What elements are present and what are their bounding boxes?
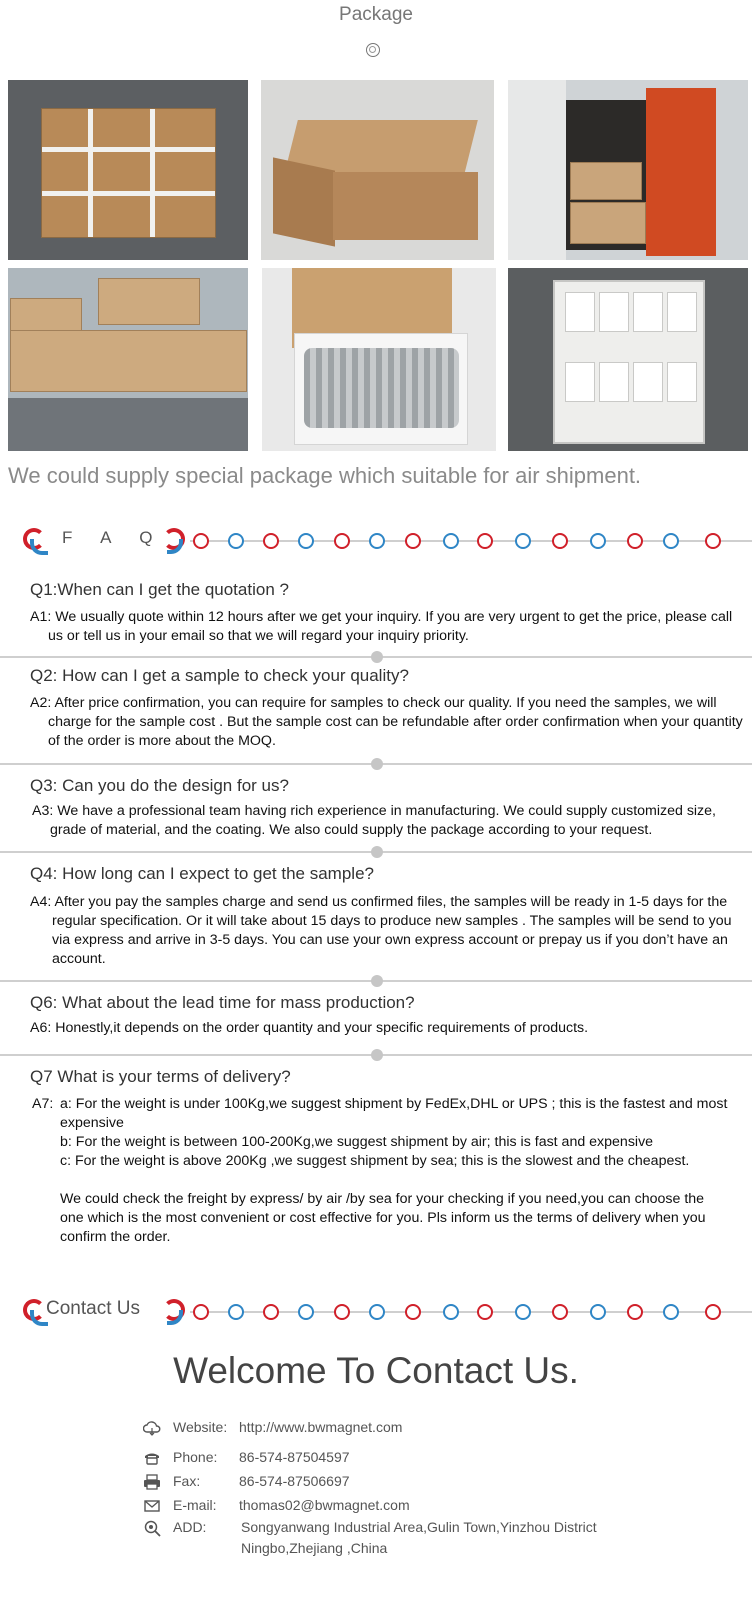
connector-dot-icon — [705, 1304, 721, 1320]
connector-dot-icon — [405, 533, 421, 549]
connector-dot-icon — [263, 1304, 279, 1320]
connector-dot-icon — [193, 533, 209, 549]
faq-answer-4: A4: After you pay the samples charge and send us confirmed files, the samples will be ready in 1-5 days for the regular specification. Or it will take about 15 days to produce new samples . The samples will be send to you via express and arrive in 3-5 days. You can use your own express account or prepay us if you don’t have an account. — [30, 894, 732, 967]
faq-title: F A Q — [62, 528, 165, 547]
contact-left-bracket-icon — [23, 1299, 45, 1321]
connector-dot-icon — [590, 533, 606, 549]
address-line-2: Ningbo,Zhejiang ,China — [241, 1540, 388, 1556]
pallets-on-truck-photo — [8, 268, 248, 451]
faq-answer-2: A2: After price confirmation, you can require for samples to check our quality. If you need the samples, we will charge for the sample cost . But the sample cost can be refundable after order confirmation when your quantity of the order is more about the MOQ. — [30, 695, 743, 749]
connector-dot-icon — [443, 533, 459, 549]
connector-dot-icon — [334, 1304, 350, 1320]
welcome-heading: Welcome To Contact Us. — [173, 1350, 579, 1391]
connector-dot-icon — [627, 533, 643, 549]
email-link[interactable]: thomas02@bwmagnet.com — [239, 1497, 410, 1513]
phone-label: Phone: — [173, 1449, 218, 1465]
answer-7-line-b: b: For the weight is between 100-200Kg,we suggest shipment by air; this is fast and expensive — [60, 1134, 654, 1150]
phone-value: 86-574-87504597 — [239, 1449, 350, 1465]
contact-section-title: Contact Us — [46, 1298, 140, 1319]
connector-dot-icon — [552, 533, 568, 549]
fax-icon — [143, 1474, 161, 1490]
box-of-magnets-photo — [262, 268, 496, 451]
location-icon — [143, 1520, 161, 1536]
connector-dot-icon — [663, 1304, 679, 1320]
faq-left-bracket-icon — [23, 528, 45, 550]
divider-dot-icon — [371, 1049, 383, 1061]
connector-dot-icon — [705, 533, 721, 549]
connector-dot-icon — [552, 1304, 568, 1320]
divider-dot-icon — [371, 651, 383, 663]
faq-question-3: Q3: Can you do the design for us? — [30, 776, 289, 795]
answer-7-line-c: c: For the weight is above 200Kg ,we suggest shipment by sea; this is the slowest and the cheapest. — [60, 1153, 690, 1169]
mail-icon — [143, 1498, 161, 1514]
faq-question-7: Q7 What is your terms of delivery? — [30, 1067, 291, 1086]
open-cardboard-box-photo — [261, 80, 494, 260]
cardboard-box-strapped-photo — [8, 80, 248, 260]
box-shape — [41, 108, 216, 238]
fax-value: 86-574-87506697 — [239, 1473, 350, 1489]
contact-right-bracket-icon — [163, 1299, 185, 1321]
connector-dot-icon — [627, 1304, 643, 1320]
connector-dot-icon — [515, 533, 531, 549]
email-label: E-mail: — [173, 1497, 217, 1513]
package-caption: We could supply special package which suitable for air shipment. — [8, 463, 642, 488]
faq-question-2: Q2: How can I get a sample to check your quality? — [30, 666, 409, 685]
faq-answer-1: A1: We usually quote within 12 hours after we get your inquiry. If you are very urgent to get the price, please call us or tell us in your email so that we will regard your inquiry priority. — [30, 609, 733, 644]
connector-dot-icon — [298, 533, 314, 549]
answer-7-label: A7: — [32, 1096, 54, 1112]
address-label: ADD: — [173, 1519, 207, 1535]
divider-dot-icon — [371, 758, 383, 770]
faq-question-1: Q1:When can I get the quotation ? — [30, 580, 289, 599]
connector-dot-icon — [477, 533, 493, 549]
shipping-container-photo — [508, 80, 748, 260]
website-link[interactable]: http://www.bwmagnet.com — [239, 1419, 403, 1435]
connector-dot-icon — [369, 1304, 385, 1320]
connector-dot-icon — [515, 1304, 531, 1320]
connector-dot-icon — [193, 1304, 209, 1320]
connector-dot-icon — [663, 533, 679, 549]
connector-dot-icon — [263, 533, 279, 549]
divider-dot-icon — [371, 846, 383, 858]
faq-question-6: Q6: What about the lead time for mass production? — [30, 993, 415, 1012]
website-label: Website: — [173, 1419, 228, 1435]
carton-with-inner-boxes-photo — [508, 268, 748, 451]
connector-dot-icon — [298, 1304, 314, 1320]
faq-answer-6: A6: Honestly,it depends on the order quantity and your specific requirements of products. — [30, 1020, 589, 1036]
faq-question-4: Q4: How long can I expect to get the sample? — [30, 864, 374, 883]
connector-dot-icon — [443, 1304, 459, 1320]
answer-7-note: We could check the freight by express/ by air /by sea for your checking if you need,you can choose the one which is the most convenient or cost effective for you. Pls inform us the terms of delivery when you confirm the order. — [60, 1191, 706, 1245]
connector-dot-icon — [590, 1304, 606, 1320]
connector-dot-icon — [369, 533, 385, 549]
cloud-icon — [143, 1420, 161, 1436]
fax-label: Fax: — [173, 1473, 201, 1489]
package-title: Package — [339, 4, 413, 25]
faq-right-bracket-icon — [163, 528, 185, 550]
phone-icon — [143, 1450, 161, 1466]
connector-dot-icon — [477, 1304, 493, 1320]
connector-dot-icon — [334, 533, 350, 549]
divider-dot-icon — [371, 975, 383, 987]
package-circle-icon — [366, 43, 380, 57]
answer-7-line-a: a: For the weight is under 100Kg,we suggest shipment by FedEx,DHL or UPS ; this is the fastest and most expensive — [60, 1096, 728, 1131]
address-line-1: Songyanwang Industrial Area,Gulin Town,Yinzhou District — [241, 1519, 597, 1535]
connector-dot-icon — [405, 1304, 421, 1320]
connector-dot-icon — [228, 1304, 244, 1320]
faq-answer-3: A3: We have a professional team having rich experience in manufacturing. We could supply customized size, grade of material, and the coating. We also could supply the package according to your request. — [32, 803, 716, 838]
connector-dot-icon — [228, 533, 244, 549]
